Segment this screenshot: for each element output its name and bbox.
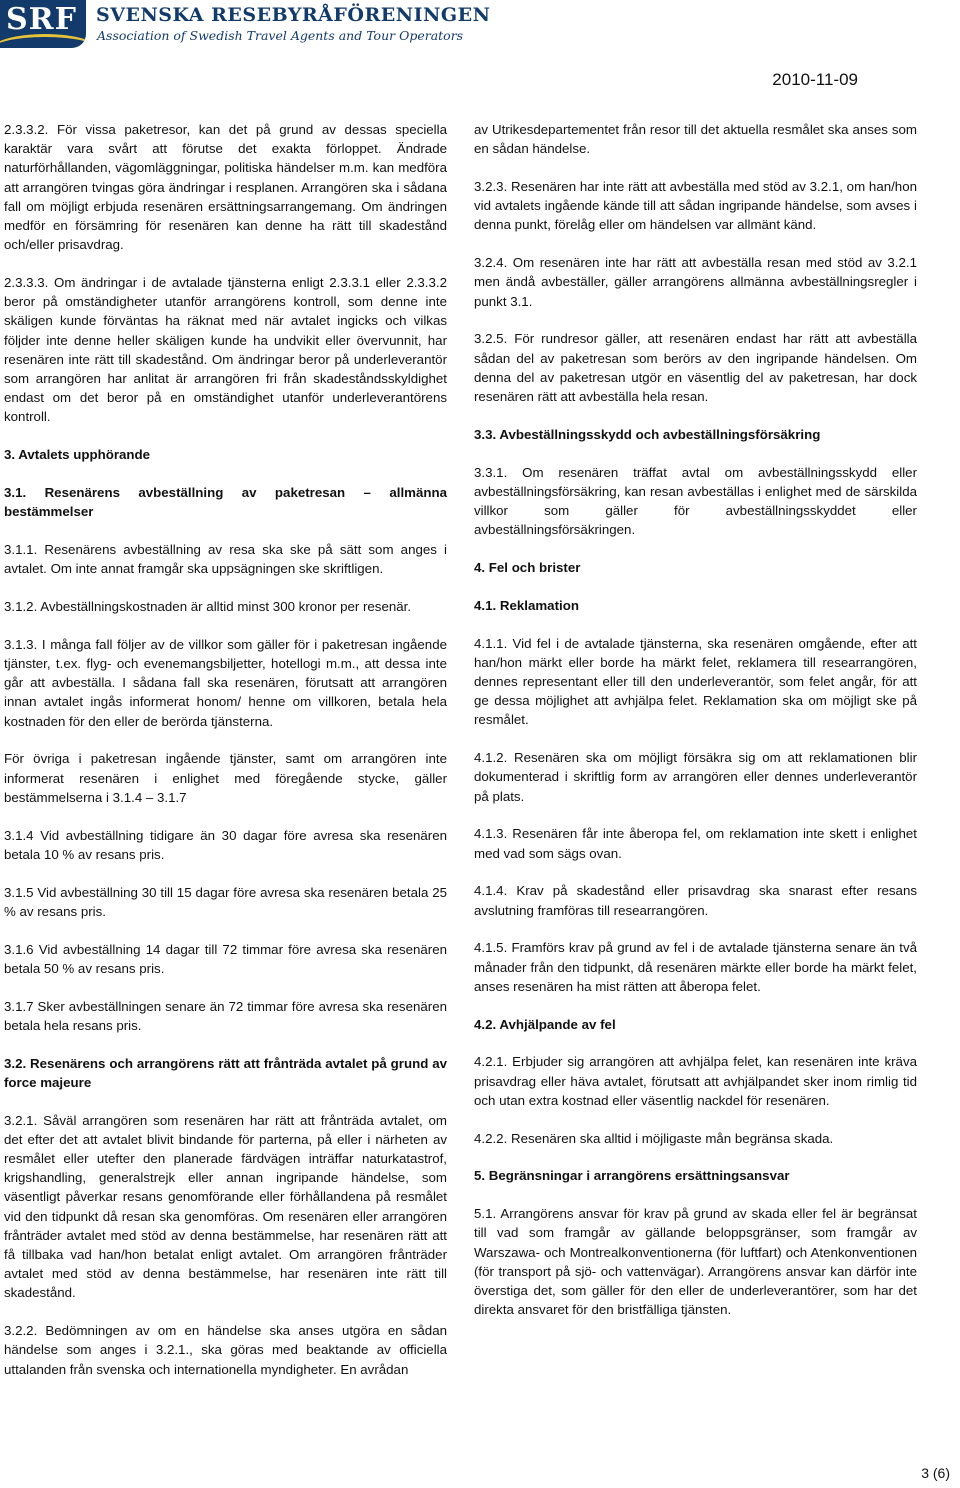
heading-3-1: 3.1. Resenärens avbeställning av paketresan – allmänna bestämmelser bbox=[4, 485, 447, 520]
heading-4-2: 4.2. Avhjälpande av fel bbox=[474, 1016, 616, 1032]
paragraph-ovriga: För övriga i paketresan ingående tjänster, samt om arrangören inte informerat resenären i enlighet med föregående stycke, gäller bestämmelserna i 3.1.4 – 3.1.7 bbox=[4, 751, 447, 805]
paragraph-3-1-5: 3.1.5 Vid avbeställning 30 till 15 dagar före avresa ska resenären betala 25 % av resans pris. bbox=[4, 884, 447, 919]
paragraph-4-1-4: 4.1.4. Krav på skadestånd eller prisavdrag ska snarast efter resans avslutning framföras till researrangören. bbox=[474, 883, 917, 918]
paragraph-4-1-2: 4.1.2. Resenären ska om möjligt försäkra sig om att reklamationen blir dokumenterad i skriftlig form av arrangören eller dennes underleverantör på plats. bbox=[474, 750, 917, 804]
document-date: 2010-11-09 bbox=[772, 70, 858, 89]
logo-swoosh bbox=[0, 34, 86, 48]
heading-5: 5. Begränsningar i arrangörens ersättningsansvar bbox=[474, 1168, 790, 1184]
page-number: 3 (6) bbox=[921, 1465, 950, 1481]
heading-4-1: 4.1. Reklamation bbox=[474, 597, 579, 613]
heading-3: 3. Avtalets upphörande bbox=[4, 447, 151, 463]
paragraph-3-2-4: 3.2.4. Om resenären inte har rätt att avbeställa resan med stöd av 3.2.1 men ändå avbeställer, gäller arrangörens allmänna avbeställningsregler i punkt 3.1. bbox=[474, 255, 917, 309]
paragraph-3-3-1: 3.3.1. Om resenären träffat avtal om avbeställningsskydd eller avbeställningsförsäkring, kan resan avbeställas i enlighet med de särskilda villkor som gäller för avbeställningsskyddet eller avbeställningsförsäkringen. bbox=[474, 464, 917, 538]
paragraph-3-1-6: 3.1.6 Vid avbeställning 14 dagar till 72 timmar före avresa ska resenären betala 50 % av resans pris. bbox=[4, 941, 447, 976]
paragraph-continued: av Utrikesdepartementet från resor till det aktuella resmålet ska anses som en sådan händelse. bbox=[474, 122, 917, 157]
paragraph-4-1-5: 4.1.5. Framförs krav på grund av fel i de avtalade tjänsterna senare än två månader från den tidpunkt, då resenären märkte eller borde ha märkt felet, anses resenären ha mist rätten att åberopa felet. bbox=[474, 940, 917, 994]
heading-3-3: 3.3. Avbeställningsskydd och avbeställningsförsäkring bbox=[474, 426, 821, 442]
heading-4: 4. Fel och brister bbox=[474, 560, 581, 576]
paragraph-3-1-4: 3.1.4 Vid avbeställning tidigare än 30 dagar före avresa ska resenären betala 10 % av resans pris. bbox=[4, 827, 447, 862]
paragraph-4-2-1: 4.2.1. Erbjuder sig arrangören att avhjälpa felet, kan resenären inte kräva prisavdrag eller häva avtalet, förutsatt att avhjälpandet sker inom rimlig tid och utan extra kostnad eller väsentlig nackdel för resenären. bbox=[474, 1054, 917, 1108]
paragraph-4-1-3: 4.1.3. Resenären får inte åberopa fel, om reklamation inte skett i enlighet med vad som sägs ovan. bbox=[474, 826, 917, 861]
paragraph-2-3-3-2: 2.3.3.2. För vissa paketresor, kan det på grund av dessas speciella karaktär vara svårt att förutse det exakta förloppet. Ändrade naturförhållanden, vägomläggningar, politiska händelser m.m. kan medföra att arrangören tvingas göra ändringar i resplanen. Arrangören ska i sådana fall om möjligt erbjuda resenären ersättningsarrangemang. Om ändringen medför en försämring för resenären kan denne ha rätt till skadestånd och/eller prisavdrag. bbox=[4, 122, 447, 253]
paragraph-5-1: 5.1. Arrangörens ansvar för krav på grund av skada eller fel är begränsat till vad som framgår av gällande beloppsgränser, som framgår av Warszawa- och Montrealkonventionerna (för luftfart) och Atenkonventionen (för transport på sjö- och vattenvägar). Arrangörens ansvar kan därför inte överstiga det, som gäller för den eller de underleverantörer, som har det direkta ansvaret för den bristfälliga tjänsten. bbox=[474, 1206, 917, 1318]
organization-subtitle: Association of Swedish Travel Agents and Tour Operators bbox=[97, 28, 464, 43]
paragraph-3-2-5: 3.2.5. För rundresor gäller, att resenären endast har rätt att avbeställa sådan del av paketresan som berörs av den ingripande händelsen. Om denna del av paketresan utgör en väsentlig del av paketresan, har dock resenären rätt att avbeställa hela resan. bbox=[474, 331, 917, 405]
paragraph-2-3-3-3: 2.3.3.3. Om ändringar i de avtalade tjänsterna enligt 2.3.3.1 eller 2.3.3.2 beror på omständigheter utanför arrangörens kontroll, som denne inte skäligen kunde förväntas ha räknat med när avtalet ingicks och vilkas följder inte denne heller skäligen kunde ha undvikit eller övervunnit, har resenären inte rätt till skadestånd. Om ändringar beror på underleverantör som arrangören har anlitat är arrangören fri från skadeståndsskyldighet endast om det beror på en omständighet utanför underleverantörens kontroll. bbox=[4, 275, 447, 425]
paragraph-3-2-1: 3.2.1. Såväl arrangören som resenären har rätt att frånträda avtalet, om det efter det att avtalet blivit bindande för parterna, på eller i närheten av resmålet eller utefter den planerade färdvägen inträffar naturkatastrof, krigshandling, generalstrejk eller annan ingripande händelse, som väsentligt påverkar resans genomförande eller förhållandena på resmålet vid den tidpunkt då resan ska genomföras. Om resenären eller arrangören frånträder avtalet med stöd av denna bestämmelse, har resenären rätt att få tillbaka vad han/hon betalat enligt avtalet. Om arrangören frånträder avtalet med stöd av denna bestämmelse, har resenären inte rätt till skadestånd. bbox=[4, 1112, 447, 1301]
right-column bbox=[474, 120, 917, 1319]
heading-3-2: 3.2. Resenärens och arrangörens rätt att frånträda avtalet på grund av force majeure bbox=[4, 1055, 447, 1090]
paragraph-3-1-3: 3.1.3. I många fall följer av de villkor som gäller för i paketresan ingående tjänster, t.ex. flyg- och evenemangsbiljetter, hotellogi m.m., att dessa inte går att avbeställa. I sådana fall ska resenären, förutsatt att arrangören innan avtalet ingås informerat honom/ henne om villkoren, betala hela kostnaden för den eller de berörda tjänsterna. bbox=[4, 636, 447, 729]
logo-text: SRF bbox=[6, 2, 77, 37]
left-column bbox=[4, 120, 447, 1379]
organization-name: SVENSKA RESEBYRÅFÖRENINGEN bbox=[96, 4, 491, 26]
paragraph-3-2-2: 3.2.2. Bedömningen av om en händelse ska anses utgöra en sådan händelse som anges i 3.2.1., ska göras med beaktande av officiella uttalanden från svenska och internationella myndigheter. En avrådan bbox=[4, 1323, 447, 1377]
paragraph-3-1-1: 3.1.1. Resenärens avbeställning av resa ska ske på sätt som anges i avtalet. Om inte annat framgår ska uppsägningen ske skriftligen. bbox=[4, 542, 447, 577]
paragraph-3-1-7: 3.1.7 Sker avbeställningen senare än 72 timmar före avresa ska resenären betala hela resans pris. bbox=[4, 998, 447, 1033]
page-header bbox=[0, 0, 960, 50]
paragraph-4-2-2: 4.2.2. Resenären ska alltid i möjligaste mån begränsa skada. bbox=[474, 1130, 834, 1146]
paragraph-4-1-1: 4.1.1. Vid fel i de avtalade tjänsterna, ska resenären omgående, efter att han/hon märkt eller borde ha märkt felet, reklamera till researrangören, dennes representant eller till den underleverantör, som felet angår, för att ge dessa möjlighet att avhjälpa felet. Reklamation ska om möjligt ske på resmålet. bbox=[474, 635, 917, 728]
srf-logo bbox=[0, 0, 86, 48]
paragraph-3-1-2: 3.1.2. Avbeställningskostnaden är alltid minst 300 kronor per resenär. bbox=[4, 599, 412, 615]
paragraph-3-2-3: 3.2.3. Resenären har inte rätt att avbeställa med stöd av 3.2.1, om han/hon vid avtalets ingående kände till att sådan ingripande händelse, som avses i denna punkt, förelåg eller om händelsen var allmänt känd. bbox=[474, 179, 917, 233]
